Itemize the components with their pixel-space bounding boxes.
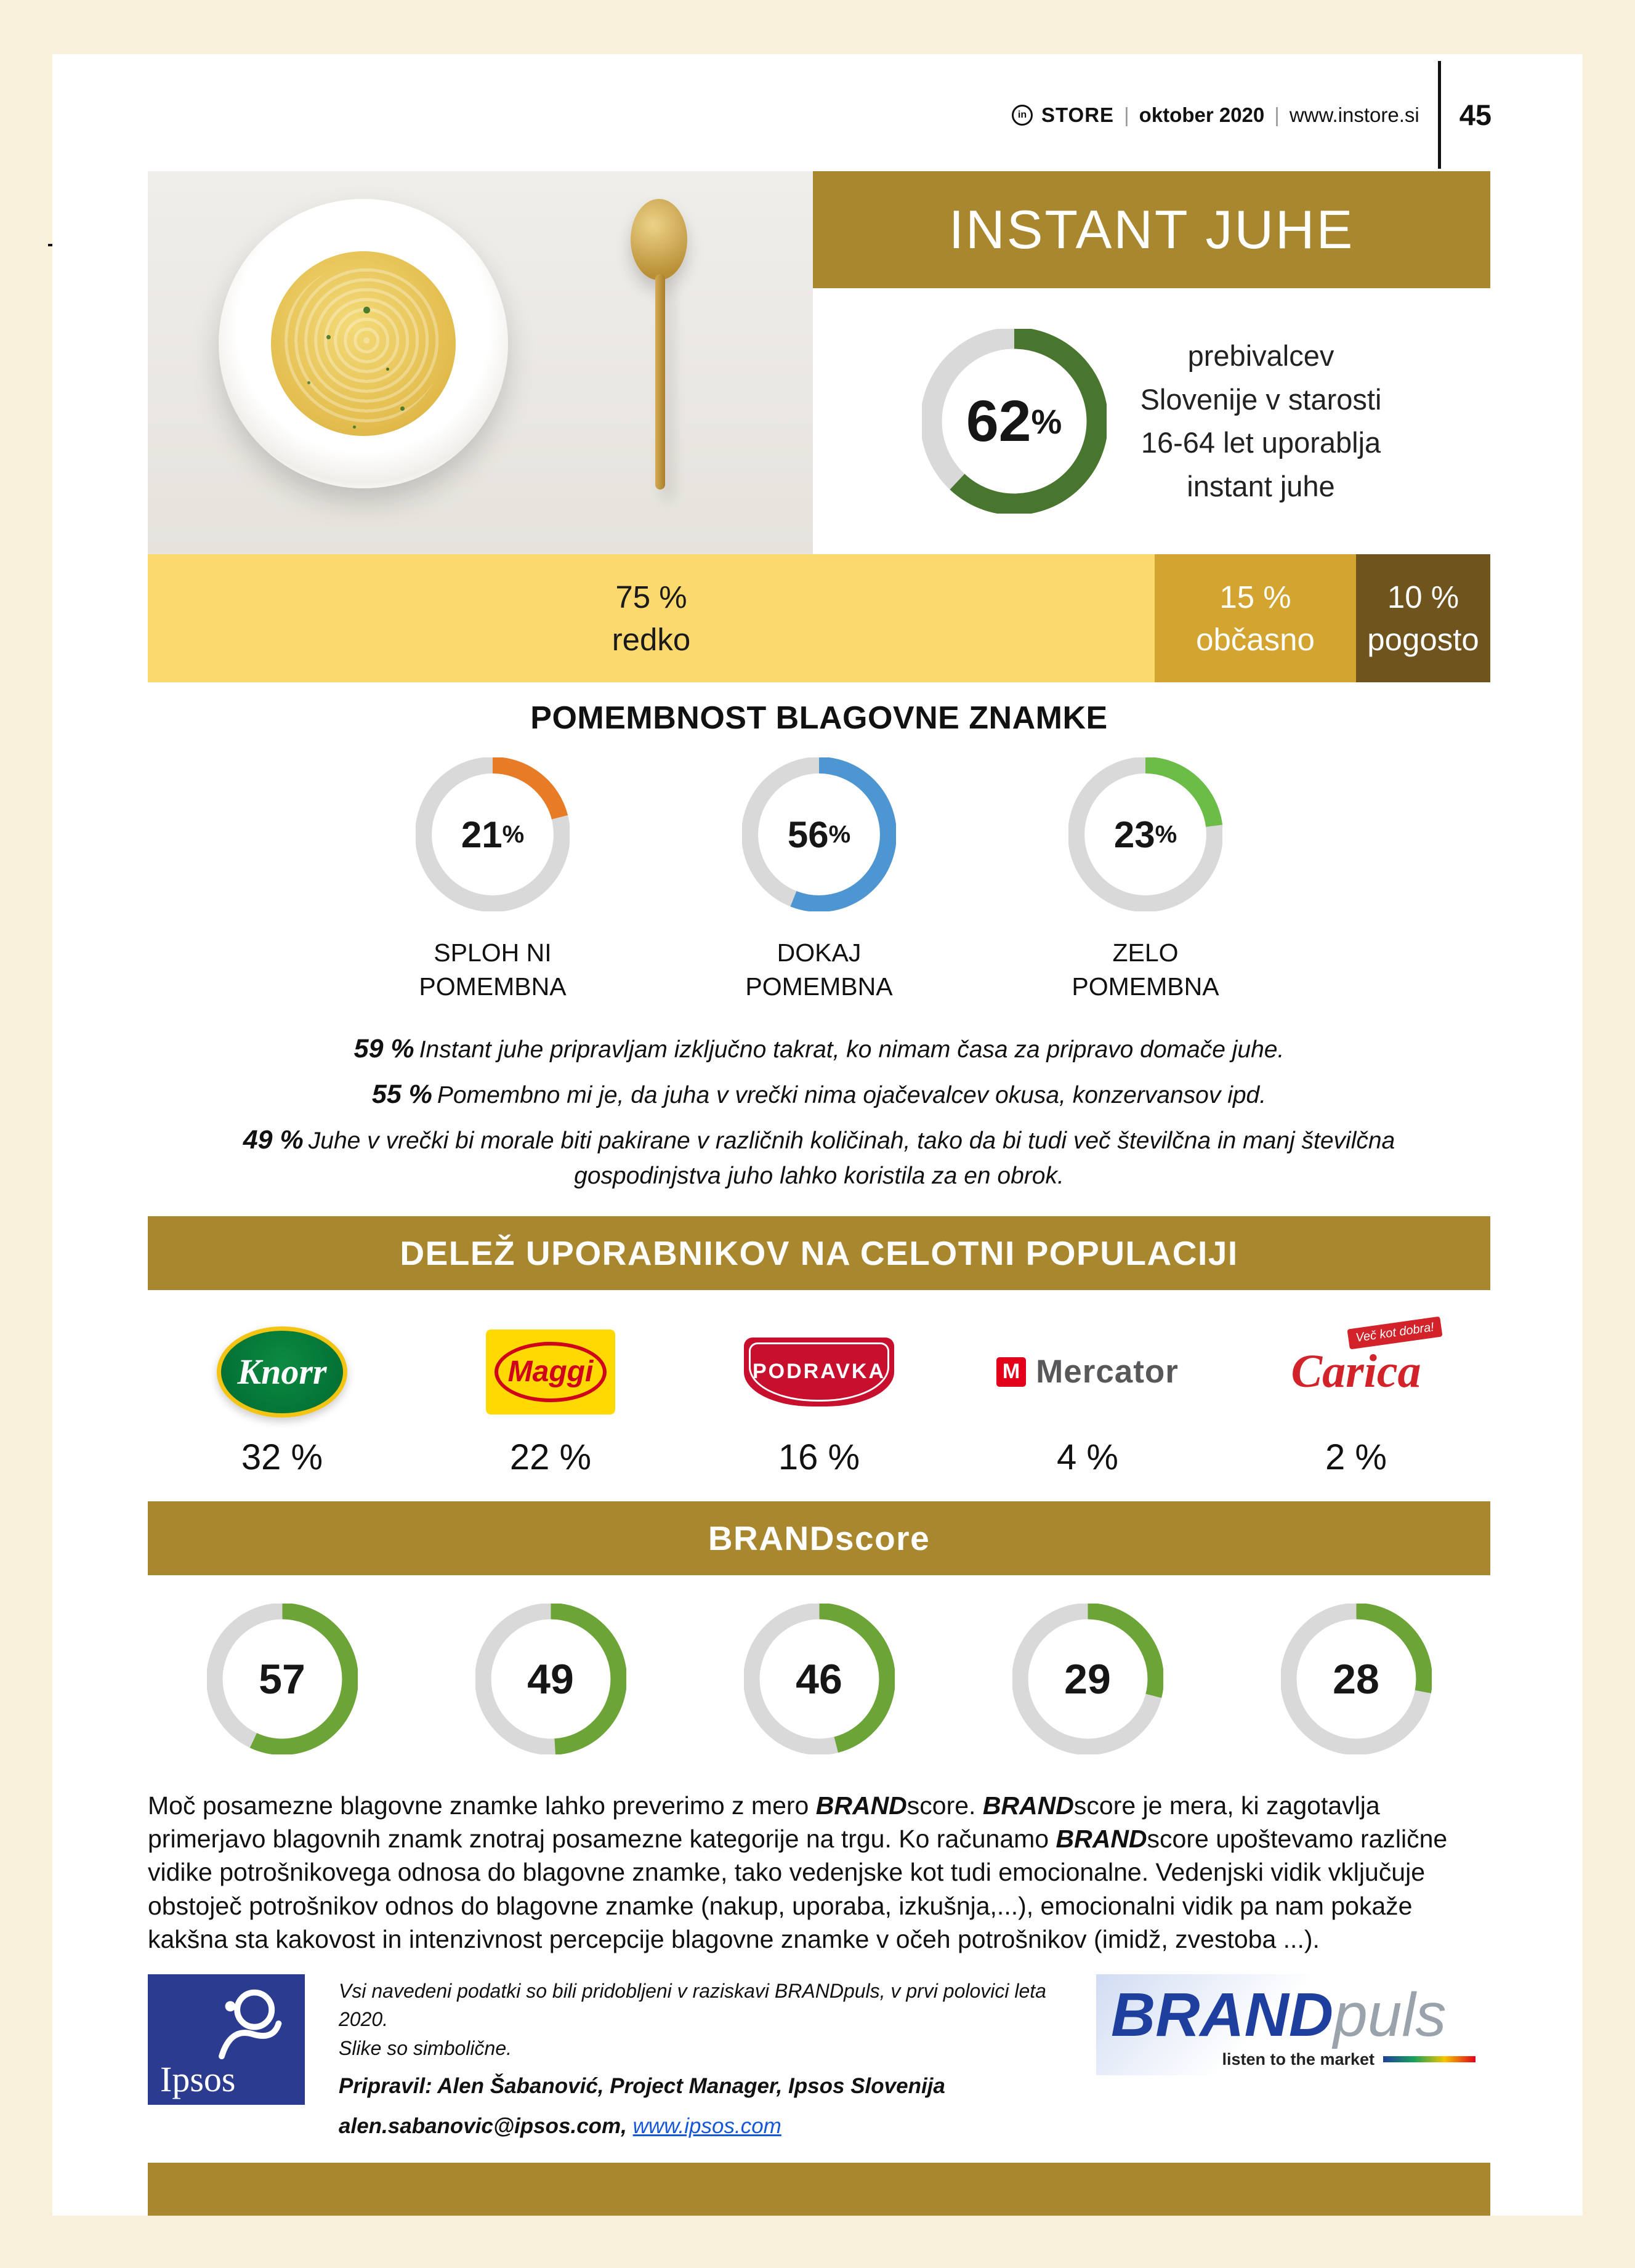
hero-stats — [813, 288, 1490, 554]
score-col-carica — [1222, 1604, 1490, 1754]
footer-note-line: Slike so simbolične. — [339, 2036, 512, 2059]
brand-col-podravka — [685, 1318, 953, 1478]
label-line: POMEMBNA — [745, 972, 893, 1001]
brandpuls-logo-text — [1111, 1980, 1476, 2049]
magazine-site: www.instore.si — [1289, 103, 1419, 126]
contact-email: alen.sabanovic@ipsos.com, — [339, 2113, 627, 2138]
brandscore-value — [475, 1604, 626, 1754]
brandpuls-tagline-text: listen to the market — [1222, 2049, 1375, 2068]
separator: | — [1124, 103, 1129, 126]
footer-note-line: Vsi navedeni podatki so bili pridobljeni v raziskavi BRANDpuls, v prvi polovici leta 2020. — [339, 1979, 1046, 2031]
page-number: 45 — [1459, 99, 1492, 131]
label-line: POMEMBNA — [419, 972, 567, 1001]
percent-sign: % — [828, 820, 851, 848]
footer-prepared-by: Pripravil: Alen Šabanović, Project Manager, Ipsos Slovenija — [339, 2073, 945, 2098]
brandpuls-brand-text: BRAND — [1111, 1980, 1334, 2049]
podravka-logo-mark: PODRAVKA — [744, 1338, 894, 1406]
importance-percent: 23 — [1113, 813, 1155, 855]
spoon-handle — [655, 274, 665, 490]
statements-block — [148, 1030, 1490, 1193]
ipsos-logo-text: Ipsos — [160, 2059, 236, 2099]
importance-donut-chart — [416, 757, 570, 911]
statement-text: Juhe v vrečki bi morale biti pakirane v različnih količinah, tako da bi tudi več številčna in manj številčna gospodinjstva juho lahko koristila za en obrok. — [308, 1127, 1395, 1189]
header-divider — [1438, 61, 1441, 169]
brand-share-value: 4 % — [1057, 1437, 1118, 1478]
brandscore-donut-chart — [1281, 1604, 1432, 1754]
statement — [206, 1121, 1432, 1193]
brandscore-donut-chart — [207, 1604, 358, 1754]
brandpuls-puls-text: puls — [1333, 1980, 1447, 2049]
importance-col-dokaj — [690, 757, 948, 1004]
score-col-maggi — [416, 1604, 685, 1754]
knorr-logo-mark: Knorr — [217, 1326, 347, 1418]
usage-segment-obcasno — [1155, 554, 1356, 682]
usage-frequency-bar — [148, 554, 1490, 682]
page-sheet — [52, 54, 1583, 2216]
importance-donut-value — [1068, 757, 1222, 911]
content-column — [148, 171, 1490, 2216]
statement-text: Pomembno mi je, da juha v vrečki nima ojačevalcev okusa, konzervansov ipd. — [437, 1081, 1267, 1108]
maggi-logo-text: Maggi — [495, 1342, 607, 1402]
importance-donut-chart — [742, 757, 896, 911]
segment-label: občasno — [1196, 622, 1315, 657]
brandscore-row — [148, 1604, 1490, 1754]
brand-share-value: 32 % — [241, 1437, 323, 1478]
percent-sign: % — [1155, 820, 1177, 848]
carica-logo-mark — [1291, 1320, 1435, 1398]
separator: | — [1274, 103, 1280, 126]
knorr-logo — [217, 1318, 347, 1426]
score-col-podravka — [685, 1604, 953, 1754]
segment-label: pogosto — [1367, 622, 1479, 657]
score-number: 29 — [1064, 1655, 1111, 1703]
usage-segment-redko — [148, 554, 1155, 682]
importance-donut-value — [416, 757, 570, 911]
score-number: 28 — [1333, 1655, 1379, 1703]
brand-share-value: 2 % — [1325, 1437, 1387, 1478]
importance-percent: 21 — [461, 813, 503, 855]
section-title-delez: DELEŽ UPORABNIKOV NA CELOTNI POPULACIJI — [148, 1216, 1490, 1290]
brand-col-maggi — [416, 1318, 685, 1478]
segment-label: redko — [612, 622, 691, 657]
brandscore-value — [207, 1604, 358, 1754]
importance-label — [1072, 936, 1219, 1004]
brandscore-value — [1012, 1604, 1163, 1754]
brandpuls-color-bar — [1383, 2056, 1476, 2062]
footer-section — [148, 1974, 1490, 2142]
section-title-brandscore: BRANDscore — [148, 1501, 1490, 1575]
label-line: ZELO — [1112, 938, 1179, 967]
hero-section — [148, 171, 1490, 554]
percent-sign: % — [1031, 402, 1062, 441]
label-line: POMEMBNA — [1072, 972, 1219, 1001]
statement-percent: 49 % — [243, 1124, 304, 1155]
description-line: instant juhe — [1187, 469, 1335, 502]
issue-date: oktober 2020 — [1139, 103, 1265, 126]
importance-col-zelo — [1016, 757, 1275, 1004]
ipsos-website-link[interactable]: www.ipsos.com — [632, 2113, 781, 2138]
importance-percent: 56 — [787, 813, 829, 855]
importance-donut-chart — [1068, 757, 1222, 911]
statement-percent: 55 % — [371, 1079, 432, 1109]
maggi-logo — [486, 1318, 615, 1426]
brand-share-value: 16 % — [778, 1437, 860, 1478]
carica-tagline: Več kot dobra! — [1347, 1317, 1443, 1350]
page-header — [1012, 58, 1492, 172]
importance-label — [745, 936, 892, 1004]
mercator-logo-icon: M — [996, 1357, 1026, 1387]
issue-line — [1012, 103, 1419, 127]
instore-logo-icon: in — [1012, 105, 1033, 126]
brand-importance-section — [148, 682, 1490, 1193]
brandscore-paragraph: Moč posamezne blagovne znamke lahko preverimo z mero BRANDscore. BRANDscore je mera, ki zagotavlja primerjavo blagovnih znamk znotraj posamezne kategorije na trgu. Ko računamo BRANDscore upoštevamo različne vidike potrošnikovega odnosa do blagovne znamke, tako vedenjske kot tudi emocionalne. Vedenjski vidik vključuje obstoječ potrošnikov odnos do blagovne znamke (nakup, uporaba, izkušnja,...), emocionalni vidik pa nam pokaže kakšna sta kakovost in intenzivnost percepcije blagovne znamke v očeh potrošnikov (imidž, zvestoba ...). — [148, 1791, 1448, 1953]
brandscore-donut-chart — [744, 1604, 895, 1754]
brand-col-mercator — [953, 1318, 1222, 1478]
brand-share-value: 22 % — [509, 1437, 592, 1478]
usage-donut-chart — [922, 329, 1107, 514]
bottom-gold-bar — [148, 2163, 1490, 2216]
mercator-logo — [996, 1318, 1179, 1426]
mercator-logo-text: Mercator — [1036, 1354, 1179, 1390]
label-line: SPLOH NI — [434, 938, 552, 967]
brand-col-knorr — [148, 1318, 416, 1478]
section-title-pomembnost: POMEMBNOST BLAGOVNE ZNAMKE — [530, 700, 1108, 736]
section-title-instant-juhe: INSTANT JUHE — [813, 171, 1490, 288]
usage-segment-pogosto — [1356, 554, 1490, 682]
statement — [206, 1030, 1432, 1068]
ipsos-logo — [148, 1974, 305, 2105]
segment-value: 10 % — [1387, 579, 1459, 615]
importance-donut-row — [148, 757, 1490, 1004]
usage-percent: 62 — [966, 388, 1031, 454]
maggi-logo-mark — [486, 1330, 615, 1414]
footer-credits — [339, 1974, 1084, 2142]
hero-right — [813, 171, 1490, 554]
carica-logo — [1291, 1318, 1435, 1426]
soup-plate-image — [219, 199, 508, 488]
usage-description — [1140, 334, 1382, 508]
importance-col-sploh-ni — [363, 757, 622, 1004]
brand-col-carica — [1222, 1318, 1490, 1478]
spoon-bowl — [631, 199, 687, 280]
soup-photo — [148, 171, 813, 554]
mercator-logo-mark — [996, 1353, 1179, 1390]
brandpuls-tagline — [1111, 2050, 1476, 2069]
ipsos-face-icon — [201, 1980, 294, 2067]
statement-percent: 59 % — [353, 1033, 414, 1063]
carica-logo-text: Carica — [1291, 1346, 1421, 1398]
segment-value: 75 % — [615, 579, 687, 615]
segment-value: 15 % — [1219, 579, 1291, 615]
soup-image — [271, 251, 456, 436]
description-line: Slovenije v starosti — [1140, 382, 1382, 416]
score-col-knorr — [148, 1604, 416, 1754]
importance-donut-value — [742, 757, 896, 911]
score-number: 49 — [527, 1655, 574, 1703]
score-col-mercator — [953, 1604, 1222, 1754]
brandscore-value — [744, 1604, 895, 1754]
statement-text: Instant juhe pripravljam izključno takrat, ko nimam časa za pripravo domače juhe. — [419, 1036, 1285, 1063]
score-number: 57 — [259, 1655, 305, 1703]
brandpuls-logo — [1096, 1974, 1490, 2075]
spoon-image — [631, 199, 690, 490]
brandscore-donut-chart — [1012, 1604, 1163, 1754]
footer-contact-line — [339, 2111, 1084, 2142]
magazine-brand: STORE — [1041, 103, 1115, 126]
brandscore-donut-chart — [475, 1604, 626, 1754]
importance-label — [419, 936, 566, 1004]
usage-donut-value — [922, 329, 1107, 514]
score-number: 46 — [796, 1655, 842, 1703]
brandscore-value — [1281, 1604, 1432, 1754]
label-line: DOKAJ — [777, 938, 862, 967]
description-line: prebivalcev — [1187, 339, 1334, 372]
percent-sign: % — [502, 820, 525, 848]
brand-share-row — [148, 1318, 1490, 1478]
statement — [206, 1076, 1432, 1113]
podravka-logo — [744, 1318, 894, 1426]
description-line: 16-64 let uporablja — [1140, 426, 1381, 459]
